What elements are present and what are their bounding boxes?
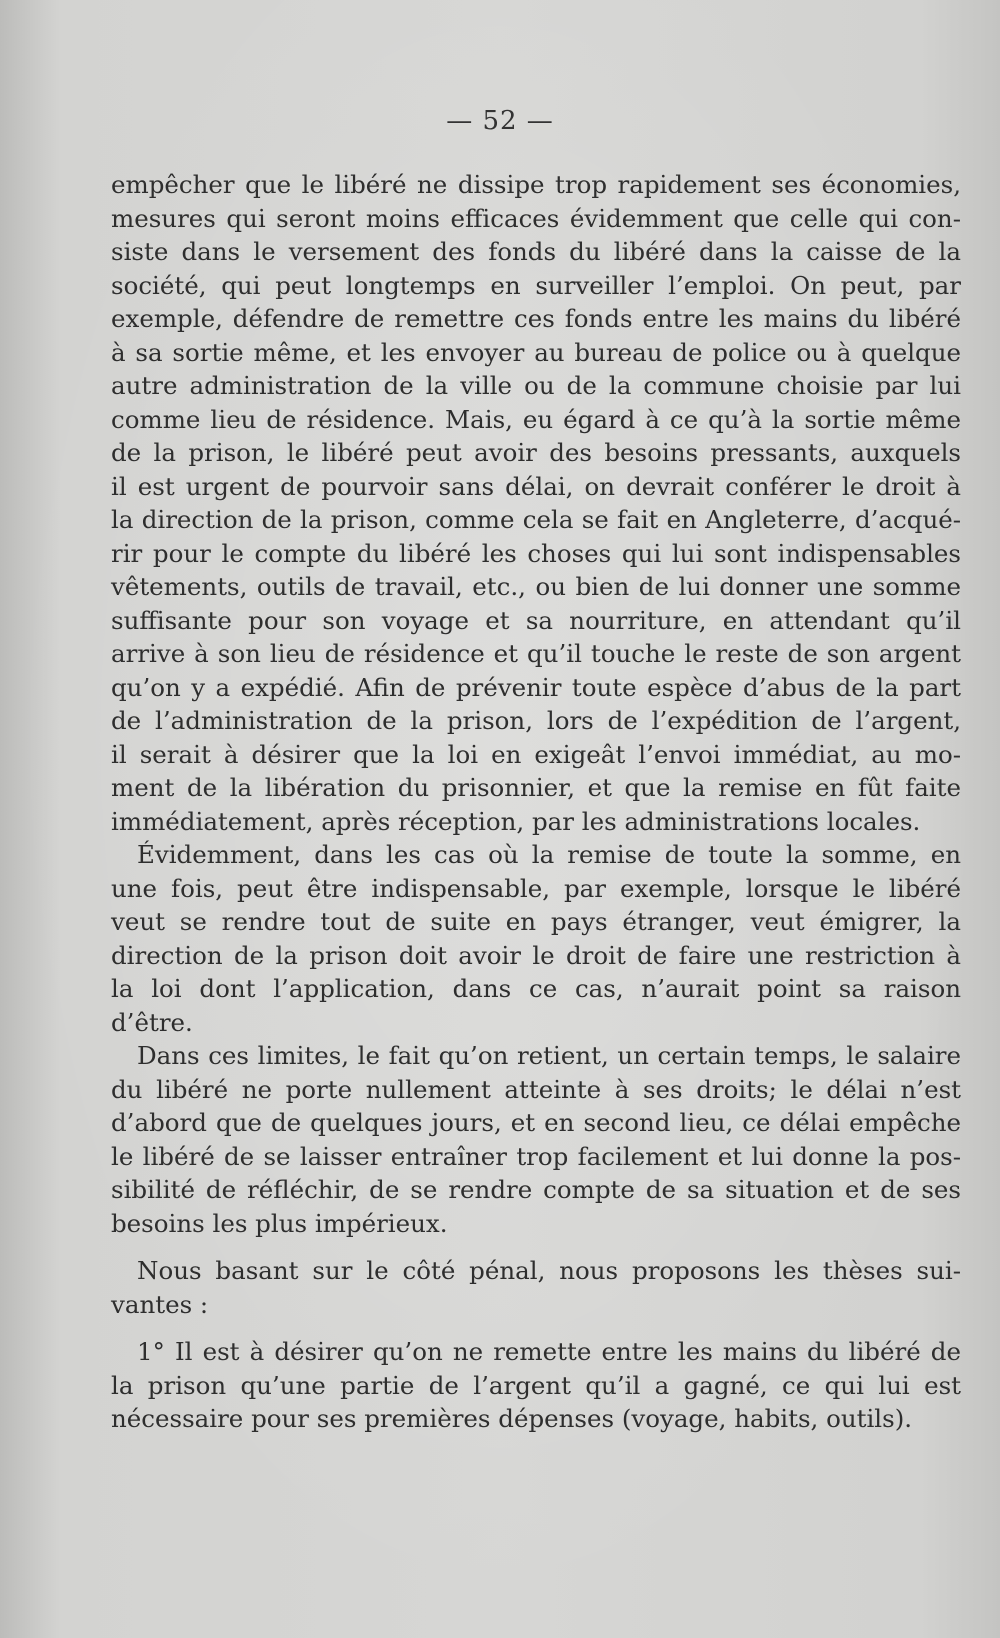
text-line: siste dans le versement des fonds du libéré dans la caisse de la bbox=[111, 237, 961, 266]
text-line: du libéré ne porte nullement atteinte à ses droits; le délai n’est bbox=[111, 1074, 961, 1104]
body-text bbox=[111, 168, 961, 1436]
text-line: exemple, défendre de remettre ces fonds entre les mains du libéré bbox=[111, 304, 961, 333]
paragraph-2 bbox=[111, 838, 961, 1039]
text-line: autre administration de la ville ou de la commune choisie par lui bbox=[111, 371, 961, 400]
text-line: mesures qui seront moins efficaces évidemment que celle qui con- bbox=[111, 203, 961, 233]
page-number: — 52 — bbox=[446, 106, 554, 136]
text-line: qu’on y a expédié. Afin de prévenir toute espèce d’abus de la part bbox=[111, 672, 961, 702]
text-line: Évidemment, dans les cas où la remise de toute la somme, en bbox=[137, 840, 961, 869]
text-line: veut se rendre tout de suite en pays étranger, veut émigrer, la bbox=[111, 907, 961, 936]
text-line: immédiatement, après réception, par les administrations locales. bbox=[111, 806, 921, 836]
text-line: suffisante pour son voyage et sa nourriture, en attendant qu’il bbox=[111, 605, 961, 635]
text-line: besoins les plus impérieux. bbox=[111, 1208, 448, 1238]
text-line: la prison qu’une partie de l’argent qu’il a gagné, ce qui lui est bbox=[111, 1370, 961, 1400]
text-line: de la prison, le libéré peut avoir des besoins pressants, auxquels bbox=[111, 438, 961, 467]
text-line: la loi dont l’application, dans ce cas, n’aurait point sa raison bbox=[111, 974, 961, 1003]
text-line: 1° Il est à désirer qu’on ne remette entre les mains du libéré de bbox=[137, 1337, 961, 1366]
text-line: direction de la prison doit avoir le droit de faire une restriction à bbox=[111, 940, 961, 970]
text-line: arrive à son lieu de résidence et qu’il touche le reste de son argent bbox=[111, 639, 961, 668]
paragraph-spacer bbox=[111, 1240, 961, 1254]
text-line: rir pour le compte du libéré les choses qui lui sont indispensables bbox=[111, 538, 961, 568]
text-line: vêtements, outils de travail, etc., ou bien de lui donner une somme bbox=[111, 572, 961, 601]
paragraph-spacer bbox=[111, 1321, 961, 1335]
text-line: ment de la libération du prisonnier, et que la remise en fût faite bbox=[111, 773, 961, 802]
text-line: le libéré de se laisser entraîner trop facilement et lui donne la pos- bbox=[111, 1141, 961, 1171]
text-line: il est urgent de pourvoir sans délai, on devrait conférer le droit à bbox=[111, 471, 961, 501]
text-line: sibilité de réfléchir, de se rendre compte de sa situation et de ses bbox=[111, 1175, 961, 1204]
paragraph-1 bbox=[111, 168, 961, 838]
paragraph-3 bbox=[111, 1039, 961, 1240]
text-line: d’être. bbox=[111, 1007, 193, 1037]
text-line: vantes : bbox=[111, 1289, 209, 1319]
text-line: nécessaire pour ses premières dépenses (voyage, habits, outils). bbox=[111, 1404, 913, 1433]
text-line: la direction de la prison, comme cela se fait en Angleterre, d’acqué- bbox=[111, 505, 961, 534]
paragraph-4 bbox=[111, 1254, 961, 1321]
text-line: Dans ces limites, le fait qu’on retient, un certain temps, le salaire bbox=[137, 1041, 961, 1070]
text-line: empêcher que le libéré ne dissipe trop rapidement ses économies, bbox=[111, 170, 961, 199]
text-line: à sa sortie même, et les envoyer au bureau de police ou à quelque bbox=[111, 337, 961, 367]
text-line: d’abord que de quelques jours, et en second lieu, ce délai empêche bbox=[111, 1108, 961, 1137]
text-line: comme lieu de résidence. Mais, eu égard à ce qu’à la sortie même bbox=[111, 404, 961, 434]
text-line: de l’administration de la prison, lors de l’expédition de l’argent, bbox=[111, 706, 961, 735]
paragraph-5 bbox=[111, 1335, 961, 1436]
text-line: une fois, peut être indispensable, par exemple, lorsque le libéré bbox=[111, 873, 961, 903]
text-line: Nous basant sur le côté pénal, nous proposons les thèses sui- bbox=[137, 1256, 961, 1285]
text-line: société, qui peut longtemps en surveiller l’emploi. On peut, par bbox=[111, 270, 961, 300]
text-line: il serait à désirer que la loi en exigeât l’envoi immédiat, au mo- bbox=[111, 739, 961, 769]
